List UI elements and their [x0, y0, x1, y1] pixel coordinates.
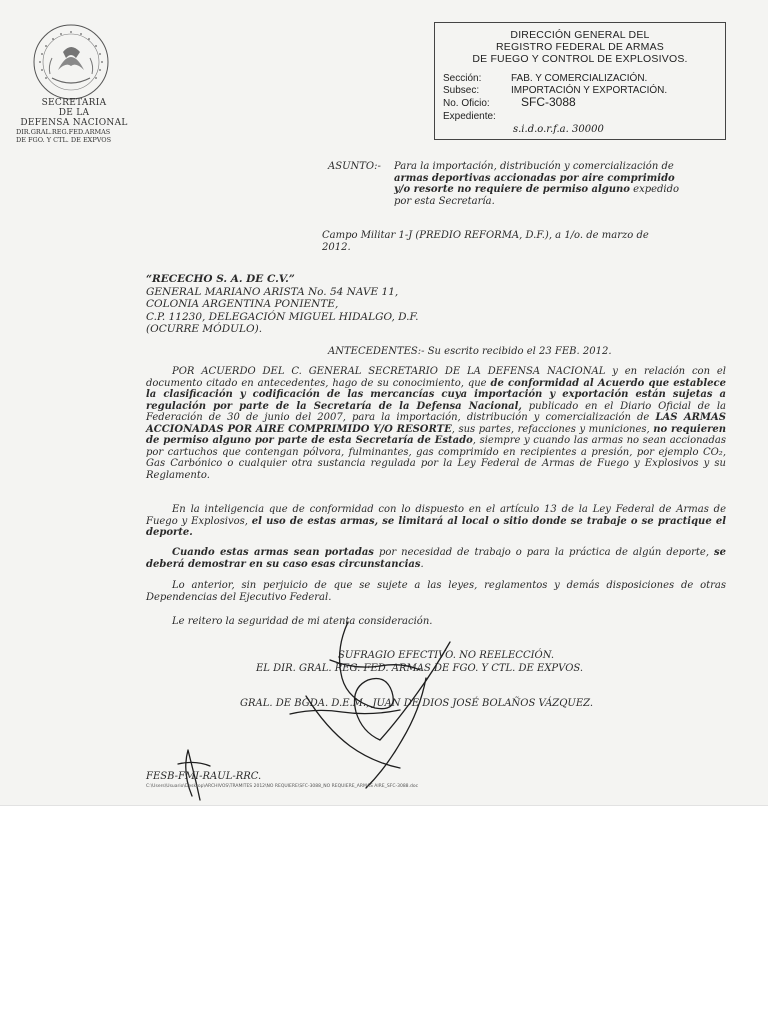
closing-motto: SUFRAGIO EFECTIVO. NO REELECCIÓN.	[338, 650, 555, 661]
body-paragraph-2	[146, 504, 726, 539]
office-title-line: DE FUEGO Y CONTROL DE EXPLOSIVOS.	[472, 53, 688, 65]
paragraph-span: se deberá demostrar en su caso esas circunstancias	[146, 547, 727, 570]
asunto-line	[394, 184, 726, 196]
body-paragraph-5	[172, 616, 432, 628]
office-title-line: DIRECCIÓN GENERAL DEL	[510, 29, 650, 41]
body-paragraph-3	[146, 547, 726, 570]
recipient-block	[146, 273, 419, 336]
office-header-box	[434, 22, 726, 140]
place-date-line: Campo Militar 1-J (PREDIO REFORMA, D.F.), a 1/o. de marzo de	[322, 230, 649, 241]
asunto-line: Para la importación, distribución y comercialización de	[394, 161, 674, 172]
paragraph-span: de conformidad al Acuerdo que establece la clasificación y codificación de las mercancías cuya importación y exportación están sujetas a regulación por parte de la Secretaría de la Defensa Nacional,	[146, 377, 726, 412]
national-seal-icon	[28, 22, 114, 102]
oficio-label: No. Oficio:	[443, 98, 490, 109]
recipient-line: GENERAL MARIANO ARISTA No. 54 NAVE 11,	[146, 285, 399, 298]
asunto-bold: y/o resorte no requiere de permiso alguno	[394, 184, 630, 195]
body-paragraph-1	[146, 366, 726, 481]
seal-line: DIR.GRAL.REG.FED.ARMAS	[16, 128, 111, 136]
seal-line: DE LA	[58, 108, 90, 118]
paragraph-span: no requieren de permiso alguno por parte de esta Secretaría de Estado	[146, 423, 726, 446]
subsec-label: Subsec:	[443, 85, 480, 96]
paragraph-span: Lo anterior, sin perjuicio de que se sujete a las leyes, reglamentos y demás disposiciones de otras Dependencias del Ejecutivo Federal.	[146, 580, 726, 603]
paragraph-span: POR ACUERDO DEL C. GENERAL SECRETARIO DE LA DEFENSA NACIONAL y en relación con el documento citado en antecedentes, hago de su conocimiento, que	[146, 366, 726, 389]
paragraph-span: En la inteligencia que de conformidad con lo dispuesto en el artículo 13 de la Ley Federal de Armas de Fuego y Explosivos,	[146, 504, 726, 527]
paragraph-span: Le reitero la seguridad de mi atenta consideración.	[172, 616, 433, 627]
expediente-label: Expediente:	[443, 111, 496, 122]
asunto-line: por esta Secretaría.	[394, 195, 495, 207]
reference-initials: FESB-FMI-RAUL-RRC.	[146, 771, 262, 782]
seal-line: SECRETARIA	[41, 98, 107, 108]
signatory-name: GRAL. DE BGDA. D.E.M., JUAN DE DIOS JOSÉ BOLAÑOS VÁZQUEZ.	[240, 698, 594, 709]
paragraph-span: publicado en el Diario Oficial de la Federación de 30 de junio del 2007, para la importación, distribución y comercialización de	[146, 400, 726, 423]
paragraph-span: LAS ARMAS ACCIONADAS POR AIRE COMPRIMIDO Y/O RESORTE	[146, 412, 726, 435]
seccion-label: Sección:	[443, 73, 482, 84]
oficio-value: SFC-3088	[521, 95, 576, 109]
paragraph-span: Cuando estas armas sean portadas	[172, 547, 374, 558]
asunto-label: ASUNTO:-	[328, 161, 381, 172]
asunto-text	[394, 161, 726, 207]
file-path: C:\Users\Usuario\Desktop\ARCHIVOS\TRAMITES 2012\NO REQUIERE\SFC-3088_NO REQUIERE_ARMAS AIRE_SFC-3088.doc	[146, 784, 419, 789]
subsec-value: IMPORTACIÓN Y EXPORTACIÓN.	[511, 85, 668, 96]
seccion-value: FAB. Y COMERCIALIZACIÓN.	[511, 73, 648, 84]
seal-line: DEFENSA NACIONAL	[20, 118, 128, 128]
seal-line: DE FGO. Y CTL. DE EXPVOS	[16, 136, 112, 144]
recipient-name: “RECECHO S. A. DE C.V.”	[146, 273, 295, 285]
seal-caption	[10, 98, 138, 144]
recipient-line: C.P. 11230, DELEGACIÓN MIGUEL HIDALGO, D.F.	[146, 310, 419, 323]
recipient-line: COLONIA ARGENTINA PONIENTE,	[146, 298, 339, 310]
paragraph-span: el uso de estas armas, se limitará al local o sitio donde se trabaje o se practique el deporte.	[146, 515, 727, 538]
paragraph-span: por necesidad de trabajo o para la práctica de algún deporte,	[373, 547, 715, 558]
page-edge	[0, 805, 768, 806]
paragraph-span: , siempre y cuando las armas no sean accionadas por cartuchos que contengan pólvora, fulminantes, gas comprimido en recipientes a presión, por ejemplo CO₂, Gas Carbónico o cualquier otra sustancia regulada por la Ley Federal de Armas de Fuego y Explosivos y su Reglamento.	[146, 435, 726, 481]
expediente-value: s.i.d.o.r.f.a. 30000	[513, 124, 604, 135]
paragraph-span: , sus partes, refacciones y municiones,	[451, 423, 654, 435]
asunto-line: armas deportivas accionadas por aire comprimido	[394, 172, 675, 184]
office-title-line: REGISTRO FEDERAL DE ARMAS	[496, 41, 664, 53]
place-date-line: 2012.	[322, 241, 351, 253]
body-paragraph-4	[146, 580, 726, 603]
recipient-line: (OCURRE MÓDULO).	[146, 323, 263, 335]
antecedentes: ANTECEDENTES:- Su escrito recibido el 23 FEB. 2012.	[328, 346, 612, 357]
paragraph-span: .	[420, 558, 424, 570]
office-title	[435, 29, 725, 65]
asunto-tail: expedido	[629, 184, 680, 195]
place-date	[322, 230, 726, 253]
closing-office: EL DIR. GRAL. REG. FED. ARMAS DE FGO. Y CTL. DE EXPVOS.	[256, 663, 584, 674]
